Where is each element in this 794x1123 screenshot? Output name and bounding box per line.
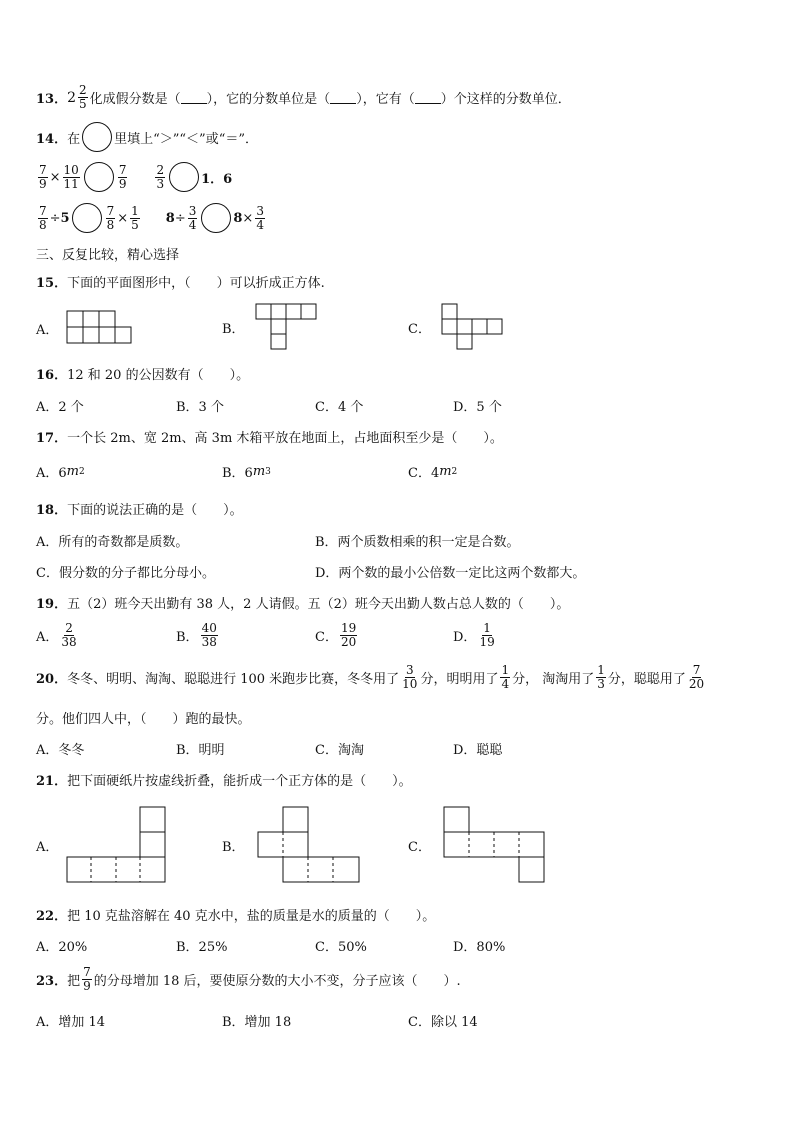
q16-option-c[interactable]: C．4 个 bbox=[315, 400, 364, 415]
q17-option-c[interactable]: C．4 m 2 bbox=[408, 464, 458, 481]
q16-option-a[interactable]: A．2 个 bbox=[36, 400, 84, 415]
q19-option-d[interactable]: D． $\frac{1}{19}$ bbox=[453, 621, 495, 649]
answer-blank[interactable] bbox=[330, 91, 356, 104]
q15-option-c[interactable]: C． bbox=[408, 303, 507, 351]
question-number: 22． bbox=[36, 909, 68, 924]
question-number: 15． bbox=[36, 276, 68, 291]
fraction: $\frac{2}{38}$ bbox=[61, 621, 77, 649]
question-21 bbox=[36, 770, 412, 789]
answer-blank[interactable] bbox=[181, 91, 207, 104]
number: 8 bbox=[233, 210, 243, 226]
compare-circle-1[interactable] bbox=[84, 162, 114, 192]
question-text: 一个长 2m、宽 2m、高 3m 木箱平放在地面上，占地面积至少是（ ）。 bbox=[67, 431, 503, 446]
question-22 bbox=[36, 905, 435, 924]
question-text: 五（2）班今天出勤有 38 人，2 人请假。五（2）班今天出勤人数占总人数的（ ）。 bbox=[67, 597, 570, 612]
fraction: $\frac{1}{4}$ bbox=[501, 663, 510, 691]
text: 在 bbox=[67, 131, 81, 147]
fraction: $\frac{1}{19}$ bbox=[479, 621, 495, 649]
cube-net-a bbox=[66, 310, 136, 346]
compare-circle-4[interactable] bbox=[201, 203, 231, 233]
fold-net-c bbox=[443, 806, 547, 884]
question-19 bbox=[36, 593, 569, 612]
q21-option-b[interactable]: B． bbox=[222, 806, 361, 884]
q23-option-c[interactable]: C．除以 14 bbox=[408, 1015, 478, 1030]
fraction: $\frac{1}{5}$ bbox=[131, 203, 139, 232]
fraction: $\frac{40}{38}$ bbox=[201, 621, 217, 649]
q22-option-c[interactable]: C．50% bbox=[315, 940, 367, 955]
text: 化成假分数是（ bbox=[89, 92, 181, 107]
question-number: 18． bbox=[36, 503, 68, 518]
q18-option-a[interactable]: A．所有的奇数都是质数。 bbox=[36, 535, 189, 550]
q17-option-b[interactable]: B．6 m 3 bbox=[222, 464, 271, 481]
question-number: 21． bbox=[36, 774, 68, 789]
q22-option-a[interactable]: A．20% bbox=[36, 940, 88, 955]
q14-row1 bbox=[36, 162, 232, 192]
fraction: $\frac{1}{3}$ bbox=[597, 663, 605, 691]
question-number: 23． bbox=[36, 974, 68, 989]
fraction: $\frac{3}{4}$ bbox=[188, 203, 197, 232]
question-number: 16． bbox=[36, 368, 68, 383]
number: 5 bbox=[60, 210, 70, 226]
times-sign: × bbox=[49, 169, 61, 185]
fraction: $\frac{3}{10}$ bbox=[402, 663, 418, 691]
q19-option-a[interactable]: A． $\frac{2}{38}$ bbox=[36, 621, 77, 649]
q20-option-b[interactable]: B．明明 bbox=[176, 743, 225, 758]
section-heading: 三、反复比较，精心选择 bbox=[36, 248, 180, 263]
fraction: $\frac{7}{8}$ bbox=[106, 203, 115, 232]
q18-option-c[interactable]: C．假分数的分子都比分母小。 bbox=[36, 566, 215, 581]
mixed-fraction: $\frac{2}{5}$ bbox=[79, 83, 87, 111]
fold-net-b bbox=[257, 806, 361, 884]
text: ），它有（ bbox=[356, 92, 415, 107]
q22-option-d[interactable]: D．80% bbox=[453, 940, 506, 955]
q19-option-b[interactable]: B． $\frac{40}{38}$ bbox=[176, 621, 217, 649]
question-number: 19． bbox=[36, 597, 68, 612]
text: 里填上“＞”“＜”或“＝”． bbox=[114, 131, 258, 147]
q20-option-c[interactable]: C．淘淘 bbox=[315, 743, 364, 758]
compare-circle-3[interactable] bbox=[72, 203, 102, 233]
question-text: 把 10 克盐溶解在 40 克水中，盐的质量是水的质量的（ ）。 bbox=[67, 909, 436, 924]
number: 8 bbox=[165, 210, 175, 226]
q22-option-b[interactable]: B．25% bbox=[176, 940, 228, 955]
question-15 bbox=[36, 272, 325, 291]
q20-option-a[interactable]: A．冬冬 bbox=[36, 743, 85, 758]
question-17 bbox=[36, 427, 503, 446]
cube-net-c bbox=[441, 303, 507, 351]
q16-option-d[interactable]: D．5 个 bbox=[453, 400, 502, 415]
q15-option-b[interactable]: B． bbox=[222, 303, 319, 351]
question-text: 下面的平面图形中，（ ）可以折成正方体. bbox=[67, 276, 325, 291]
fraction: $\frac{3}{4}$ bbox=[256, 203, 264, 232]
divide-sign: ÷ bbox=[49, 210, 61, 226]
fraction: $\frac{7}{9}$ bbox=[118, 162, 127, 191]
question-text: 把下面硬纸片按虚线折叠，能折成一个正方体的是（ ）。 bbox=[67, 774, 412, 789]
q21-option-a[interactable]: A． bbox=[36, 806, 168, 884]
fraction: $\frac{7}{20}$ bbox=[688, 663, 705, 691]
q17-option-a[interactable]: A．6 m 2 bbox=[36, 464, 85, 481]
fraction: $\frac{2}{3}$ bbox=[156, 162, 165, 191]
text: ）个这样的分数单位． bbox=[440, 92, 571, 107]
decimal-value: 1．6 bbox=[201, 171, 233, 187]
fraction: $\frac{19}{20}$ bbox=[340, 621, 357, 649]
times-sign: × bbox=[117, 210, 129, 226]
q16-option-b[interactable]: B．3 个 bbox=[176, 400, 224, 415]
q18-option-b[interactable]: B．两个质数相乘的积一定是合数。 bbox=[315, 535, 520, 550]
fraction: $\frac{7}{8}$ bbox=[39, 203, 47, 232]
question-13 bbox=[36, 84, 571, 111]
question-number: 14． bbox=[36, 131, 68, 147]
q23-option-a[interactable]: A．增加 14 bbox=[36, 1015, 106, 1030]
question-20-cont: 分。他们四人中，（ ）跑的最快。 bbox=[36, 712, 251, 727]
question-20: 20． 冬冬、明明、淘淘、聪聪进行 100 米跑步比赛，冬冬用了 $\frac{3}{10}$ 分，明明用了 $\frac{1}{4}$ 分， 淘淘用了 $\frac{1}{3}$ 分，聪聪用了 $\frac{7}{20}$ bbox=[36, 663, 705, 691]
mixed-whole: 2 bbox=[67, 89, 77, 106]
answer-blank[interactable] bbox=[415, 91, 441, 104]
question-text: 下面的说法正确的是（ ）。 bbox=[67, 503, 243, 518]
q23-option-b[interactable]: B．增加 18 bbox=[222, 1015, 292, 1030]
question-number: 17． bbox=[36, 431, 68, 446]
question-18 bbox=[36, 499, 243, 518]
q19-option-c[interactable]: C． $\frac{19}{20}$ bbox=[315, 621, 357, 649]
q21-option-c[interactable]: C． bbox=[408, 806, 547, 884]
fraction: $\frac{10}{11}$ bbox=[63, 162, 79, 191]
divide-sign: ÷ bbox=[174, 210, 186, 226]
cube-net-b bbox=[255, 303, 319, 351]
q15-option-a[interactable]: A． bbox=[36, 310, 136, 346]
times-sign: × bbox=[242, 210, 254, 226]
q18-option-d[interactable]: D．两个数的最小公倍数一定比这两个数都大。 bbox=[315, 566, 586, 581]
compare-circle-2[interactable] bbox=[169, 162, 199, 192]
text: ），它的分数单位是（ bbox=[206, 92, 331, 107]
question-16 bbox=[36, 364, 249, 383]
question-number: 20． bbox=[36, 672, 68, 687]
question-14 bbox=[36, 122, 258, 152]
question-text: 12 和 20 的公因数有（ ）。 bbox=[67, 368, 250, 383]
question-23: 23． 把 $\frac{7}{9}$ 的分母增加 18 后，要使原分数的大小不变，分子应该（ ）. bbox=[36, 965, 461, 993]
fraction: $\frac{7}{9}$ bbox=[83, 965, 91, 993]
compare-circle-example bbox=[82, 122, 112, 152]
fold-net-a bbox=[66, 806, 168, 884]
q14-row2 bbox=[36, 203, 267, 233]
fraction: $\frac{7}{9}$ bbox=[39, 162, 47, 191]
question-number: 13． bbox=[36, 92, 68, 107]
q20-option-d[interactable]: D．聪聪 bbox=[453, 743, 503, 758]
